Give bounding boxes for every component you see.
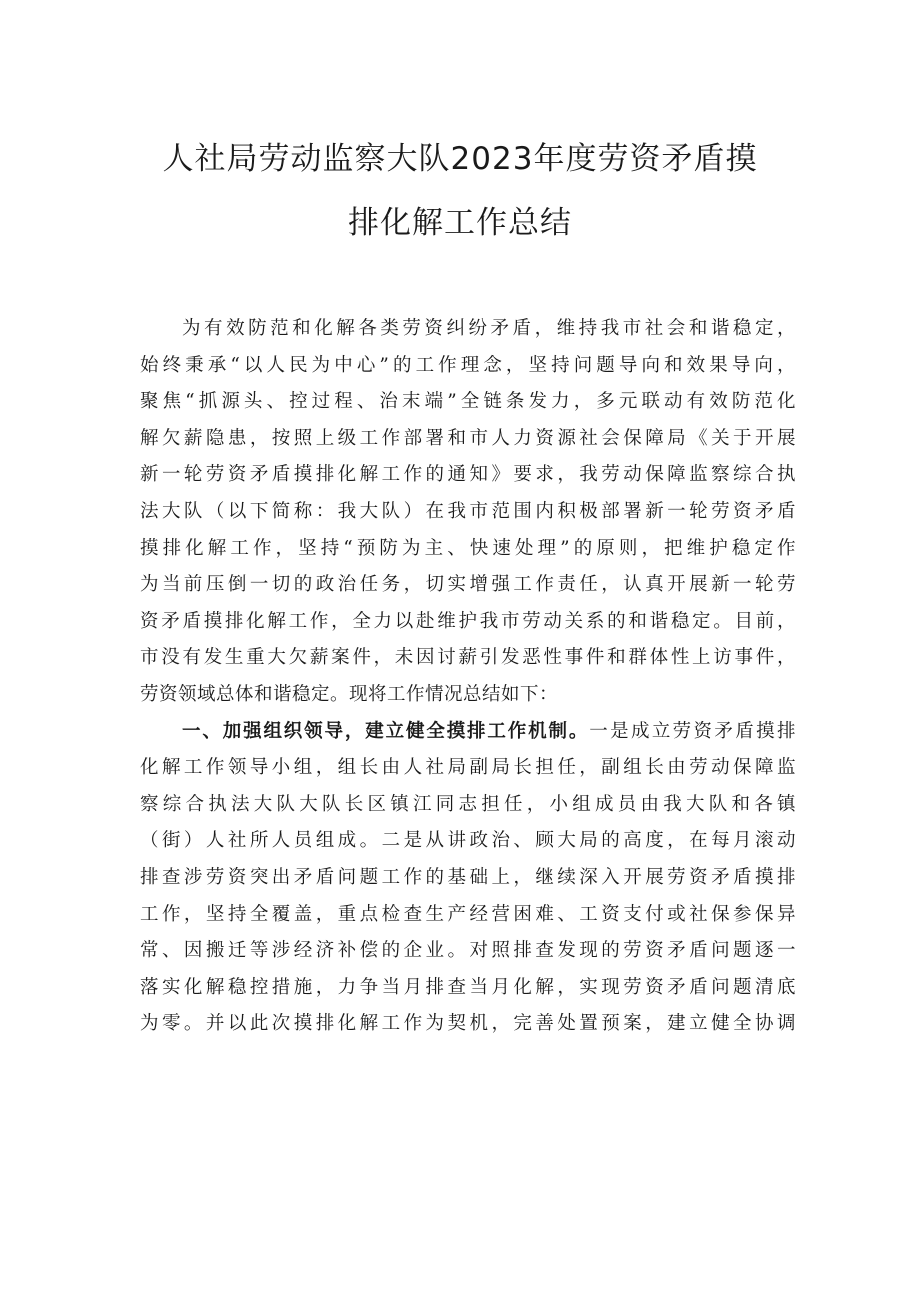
text-line: 摸排化解工作，坚持“预防为主、快速处理”的原则，把维护稳定作 [140,537,796,559]
section-1 [140,714,796,1043]
text-line: 工作，坚持全覆盖，重点检查生产经营困难、工资支付或社保参保异 [140,903,796,925]
text-line: 为零。并以此次摸排化解工作为契机，完善处置预案，建立健全协调 [140,1013,796,1035]
document-body [140,311,796,1043]
text-line: 市没有发生重大欠薪案件，未因讨薪引发恶性事件和群体性上访事件， [140,647,796,669]
section-1-heading: 一、加强组织领导，建立健全摸排工作机制。 [182,720,590,742]
text-line: 落实化解稳控措施，力争当月排查当月化解，实现劳资矛盾问题清底 [140,976,796,998]
text-line: 常、因搬迁等涉经济补偿的企业。对照排查发现的劳资矛盾问题逐一 [140,940,796,962]
text-line: 察综合执法大队大队长区镇江同志担任，小组成员由我大队和各镇 [140,793,796,815]
text-line: 新一轮劳资矛盾摸排化解工作的通知》要求，我劳动保障监察综合执 [140,464,796,486]
text-line: 始终秉承“以人民为中心”的工作理念，坚持问题导向和效果导向， [140,354,796,376]
text-line: 为当前压倒一切的政治任务，切实增强工作责任，认真开展新一轮劳 [140,574,796,596]
paragraph-intro [140,311,796,714]
text-line: 法大队（以下简称：我大队）在我市范围内积极部署新一轮劳资矛盾 [140,500,796,522]
section-1-first-line [140,714,796,751]
section-1-first-line-text: 一是成立劳资矛盾摸排 [589,720,796,742]
text-line: 排查涉劳资突出矛盾问题工作的基础上，继续深入开展劳资矛盾摸排 [140,866,796,888]
document-title-line-1: 人社局劳动监察大队2023年度劳资矛盾摸 [162,141,758,177]
text-line: （街）人社所人员组成。二是从讲政治、顾大局的高度，在每月滚动 [140,830,796,852]
text-line: 劳资领域总体和谐稳定。现将工作情况总结如下： [140,683,559,705]
text-line: 聚焦“抓源头、控过程、治末端”全链条发力，多元联动有效防范化 [140,391,796,413]
text-line: 为有效防范和化解各类劳资纠纷矛盾，维持我市社会和谐稳定， [182,318,796,339]
text-line: 资矛盾摸排化解工作，全力以赴维护我市劳动关系的和谐稳定。目前， [140,610,796,632]
text-line: 解欠薪隐患，按照上级工作部署和市人力资源社会保障局《关于开展 [140,427,796,449]
document-title-line-2: 排化解工作总结 [348,205,572,241]
text-line: 化解工作领导小组，组长由人社局副局长担任，副组长由劳动保障监 [140,757,796,779]
